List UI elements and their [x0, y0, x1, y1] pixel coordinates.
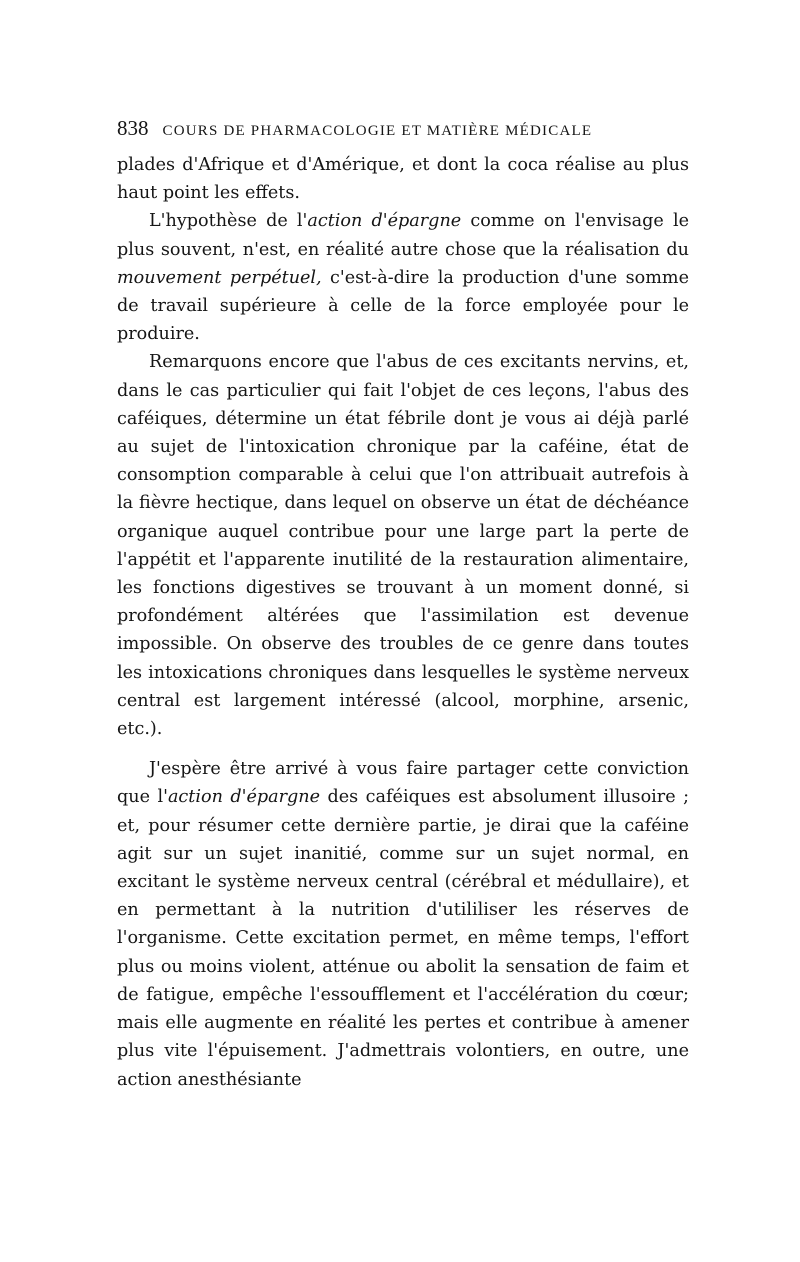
- paragraph-2: [117, 207, 689, 348]
- paragraph-2-text-c: comme on l'envisage le plus souvent, n'est, en réalité autre chose que la réalisation du: [117, 211, 689, 260]
- paragraph-4-text-c: des caféiques est absolument illusoire ; et, pour résumer cette dernière partie, je dirai que la caféine agit sur un sujet inanitié, comme sur un sujet normal, en excitant le système nerveux central (cérébral et médullaire), et en permettant à la nutrition d'utililiser les réserves de l'organisme. Cette excitation permet, en même temps, l'effort plus ou moins violent, atténue ou abolit la sensation de faim et de fatigue, empêche l'essoufflement et l'accélération du cœur; mais elle augmente en réalité les pertes et contribue à amener plus vite l'épuisement. J'admettrais volontiers, en outre, une action anesthésiante: [117, 787, 690, 1090]
- paragraph-3: Remarquons encore que l'abus de ces excitants nervins, et, dans le cas particulier qui fait l'objet de ces leçons, l'abus des caféiques, détermine un état fébrile dont je vous ai déjà parlé au sujet de l'intoxication chronique par la caféine, état de consomption comparable à celui que l'on attribuait autrefois à la fièvre hectique, dans lequel on observe un état de déchéance organique auquel contribue pour une large part la perte de l'appétit et l'apparente inutilité de la restauration alimentaire, les fonctions digestives se trouvant à un moment donné, si profondément altérées que l'assimilation est devenue impossible. On observe des troubles de ce genre dans toutes les intoxications chroniques dans lesquelles le système nerveux central est largement intéressé (alcool, morphine, arsenic, etc.).: [117, 352, 689, 740]
- emphasis-action-epargne: action d'épargne: [307, 211, 462, 232]
- body-text: [117, 151, 689, 1094]
- emphasis-action-epargne-2: action d'épargne: [167, 787, 321, 808]
- paragraph-1: plades d'Afrique et d'Amérique, et dont la coca réalise au plus haut point les effets.: [117, 155, 689, 204]
- paragraph-4: [117, 755, 689, 1093]
- paragraph-2-text-e: c'est-à-dire la production d'une somme de travail supérieure à celle de la force employée pour le produire.: [117, 267, 689, 345]
- emphasis-mouvement-perpetuel: mouvement perpétuel,: [117, 267, 322, 288]
- running-head: [117, 116, 689, 140]
- running-title: COURS DE PHARMACOLOGIE ET MATIÈRE MÉDICALE: [162, 123, 593, 139]
- paragraph-4-text-a: J'espère être arrivé à vous faire partager cette conviction que l': [117, 759, 689, 808]
- paragraph-2-text-a: L'hypothèse de l': [149, 211, 308, 232]
- page-number: 838: [117, 116, 149, 140]
